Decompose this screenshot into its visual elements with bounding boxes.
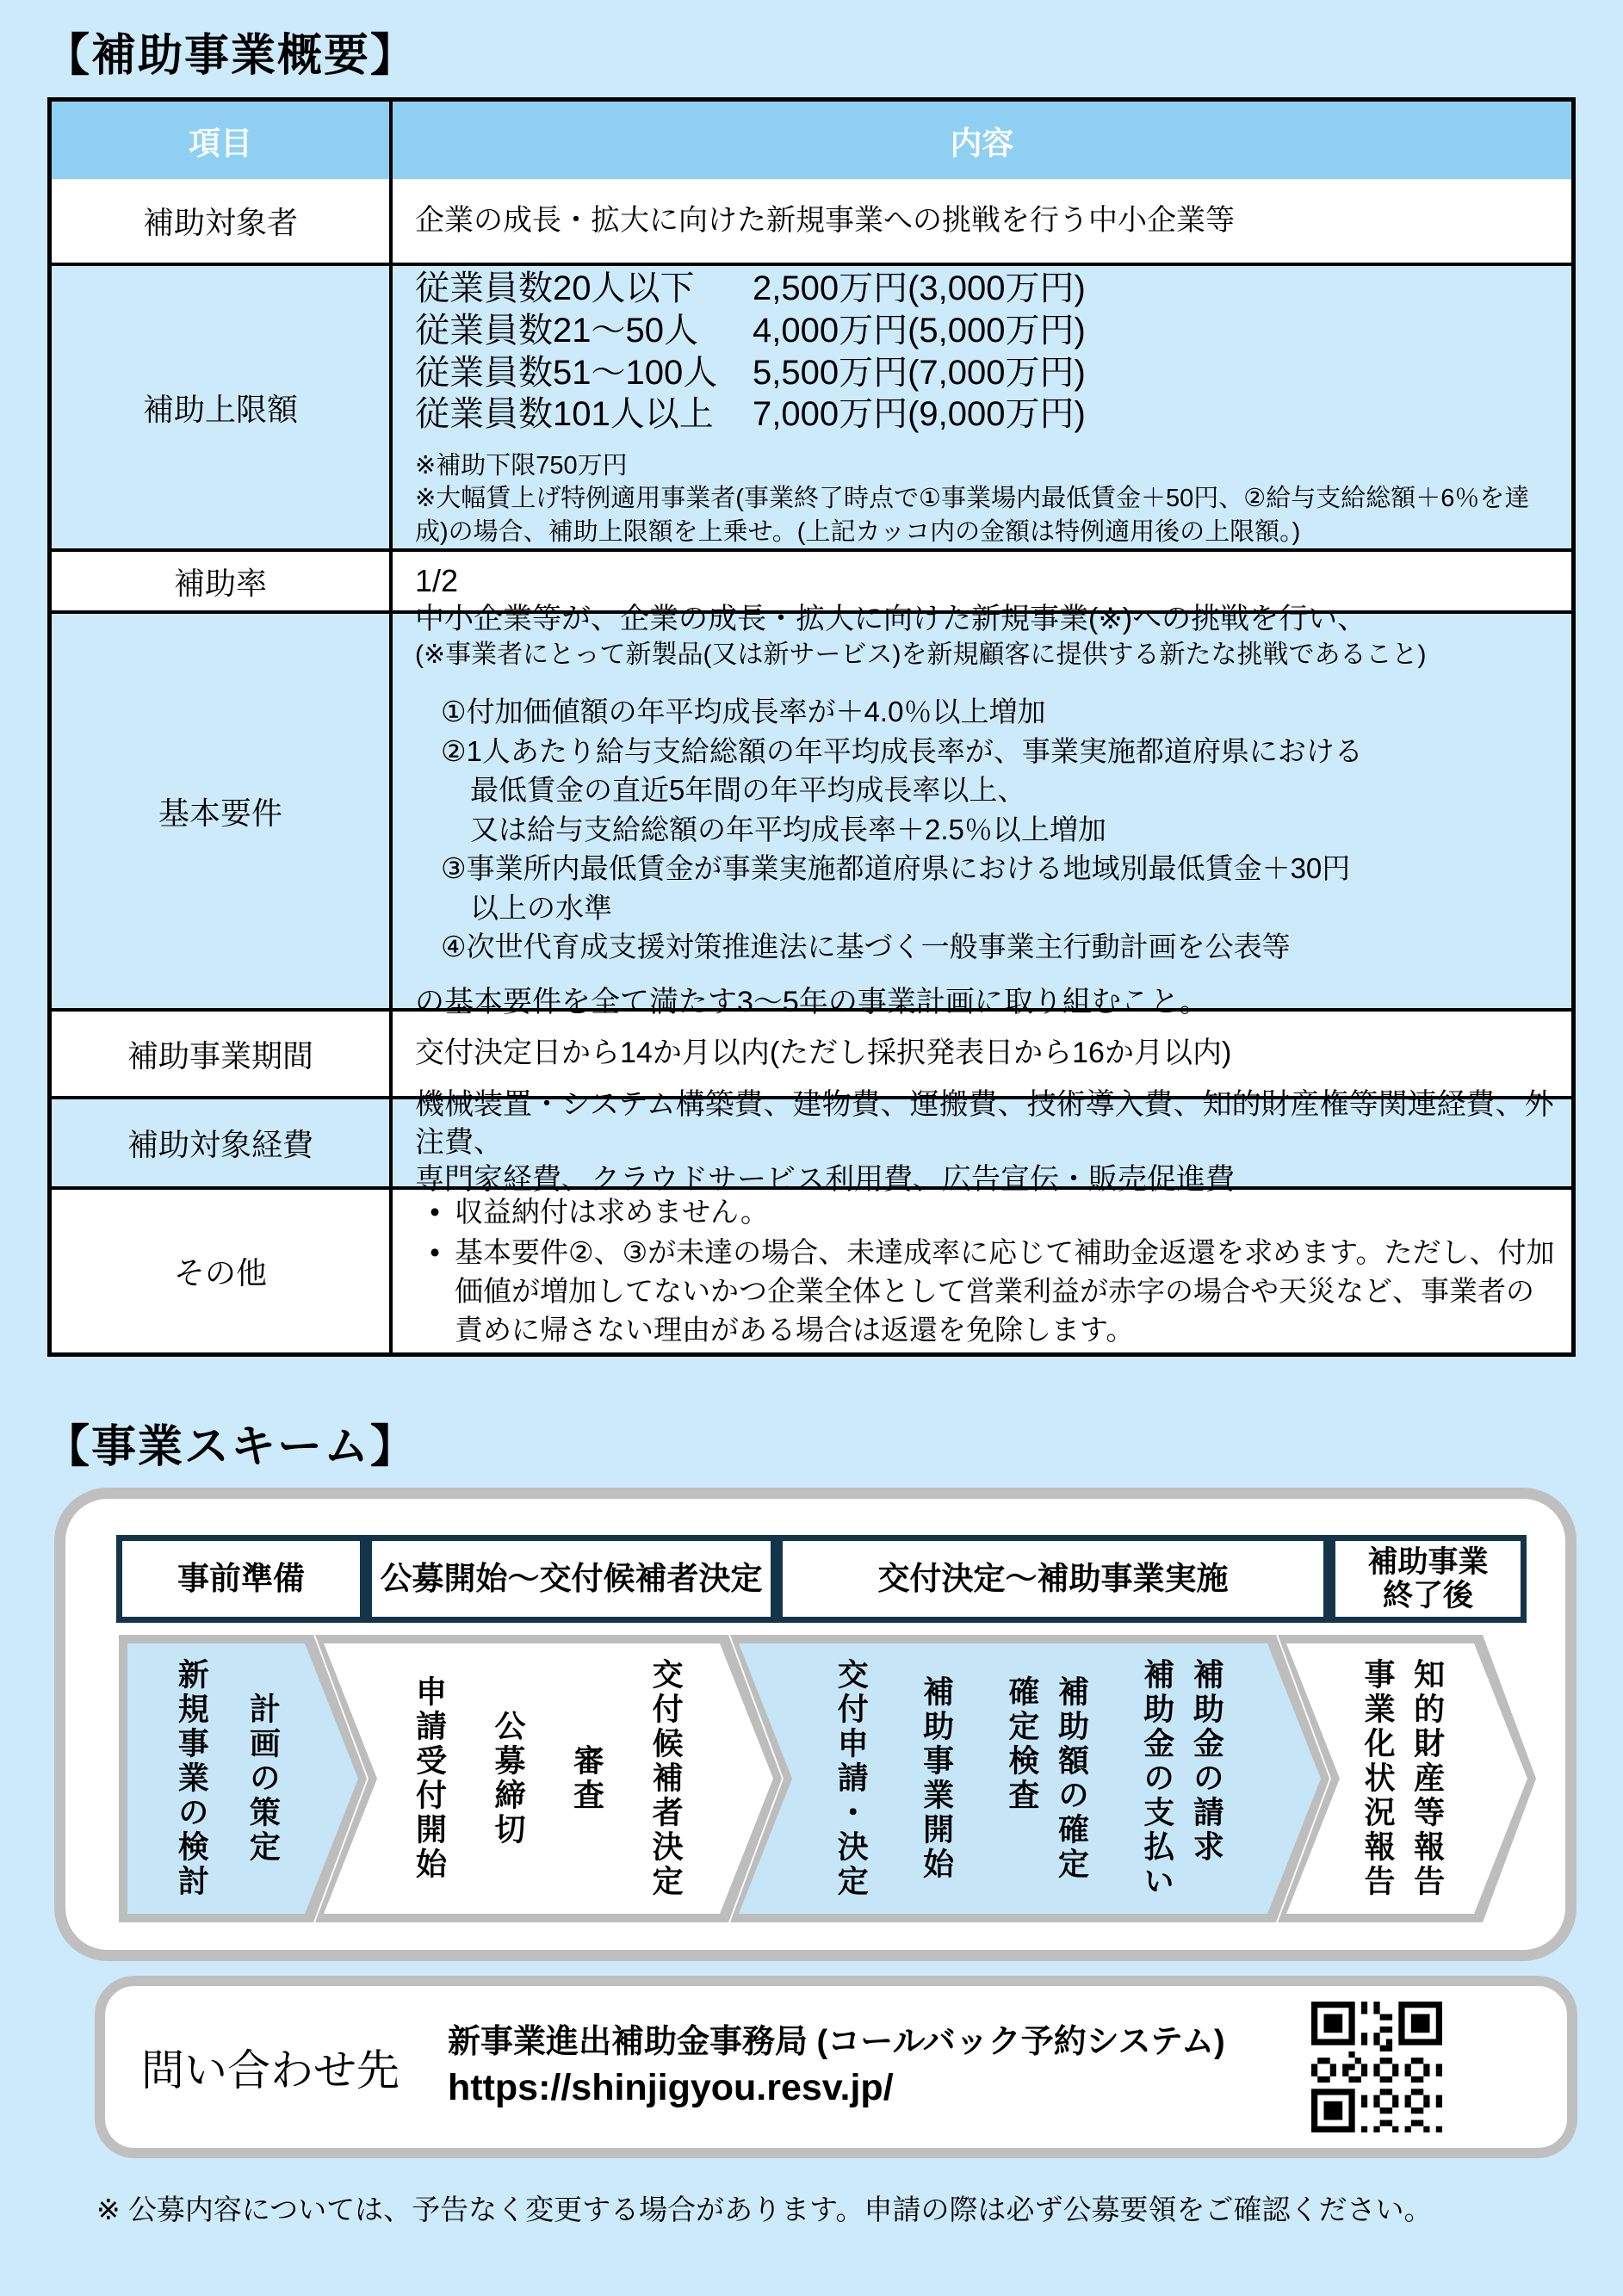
overview-title: 【補助事業概要】 bbox=[45, 31, 418, 81]
flow-step: 審査 bbox=[569, 1744, 605, 1813]
phase-box: 補助事業 終了後 bbox=[1329, 1535, 1527, 1623]
tier-name: 従業員数101人以上 bbox=[415, 395, 714, 434]
phase-box: 公募開始～交付候補者決定 bbox=[366, 1535, 777, 1623]
flow-step: 交付候補者決定 bbox=[648, 1658, 685, 1899]
row-label: その他 bbox=[52, 1190, 393, 1352]
tier-row bbox=[415, 352, 1556, 394]
chevron-steps bbox=[375, 1650, 720, 1907]
flow-step: 申請受付開始 bbox=[412, 1675, 448, 1882]
scheme-flow bbox=[65, 1499, 1565, 1950]
content-note-text: (※事業者にとって新製品(又は新サービス)を新規顧客に提供する新たな挑戦であること) bbox=[415, 641, 1427, 670]
table-header-row bbox=[52, 102, 1571, 179]
bullet-dot-icon: • bbox=[430, 1236, 440, 1269]
scheme-panel bbox=[54, 1488, 1577, 1961]
table-row bbox=[52, 1186, 1571, 1352]
numbered-item: ②1人あたり給与支給総額の年平均成長率が、事業実施都道府県における 最低賃金の直近5年間の年平均成長率以上、 又は給与支給総額の年平均成長率＋2.5％以上増加 bbox=[441, 734, 1363, 845]
numbered-item: ③事業所内最低賃金が事業実施都道府県における地域別最低賃金＋30円 以上の水準 bbox=[441, 852, 1351, 924]
bullet-text: 基本要件②、③が未達の場合、未達成率に応じて補助金返還を求めます。ただし、付加価値が増加してないかつ企業全体として営業利益が赤字の場合や天災など、事業者の責めに帰さない理由がある場合は返還を免除します。 bbox=[455, 1236, 1555, 1346]
row-label: 補助上限額 bbox=[52, 266, 393, 548]
numbered-item: ④次世代育成支援対策推進法に基づく一般事業主行動計画を公表等 bbox=[441, 931, 1291, 963]
overview-table bbox=[47, 97, 1576, 1357]
row-label: 補助事業期間 bbox=[52, 1012, 393, 1096]
table-row bbox=[52, 263, 1571, 548]
table-header-item: 項目 bbox=[52, 102, 393, 179]
tier-name: 従業員数20人以下 bbox=[415, 269, 695, 308]
row-label: 基本要件 bbox=[52, 614, 393, 1008]
bullet-list bbox=[415, 1191, 1556, 1352]
contact-panel bbox=[95, 1976, 1577, 2158]
chevron-steps bbox=[1326, 1650, 1479, 1907]
note-line: ※補助下限750万円 bbox=[415, 452, 628, 480]
bullet-item bbox=[415, 1234, 1556, 1349]
phase-box: 事前準備 bbox=[116, 1535, 366, 1623]
flow-step: 計画の策定 bbox=[245, 1693, 282, 1865]
content-text: 交付決定日から14か月以内(ただし採択発表日から16か月以内) bbox=[415, 1037, 1232, 1070]
flow-step: 補助額の確定 確定検査 bbox=[1004, 1675, 1090, 1882]
bullet-dot-icon: • bbox=[430, 1195, 440, 1228]
phase-box: 交付決定～補助事業実施 bbox=[777, 1535, 1329, 1623]
chevron-steps bbox=[145, 1650, 310, 1907]
row-content bbox=[393, 602, 1571, 1018]
note-list bbox=[415, 449, 1556, 548]
contact-url-link[interactable]: https://shinjigyou.resv.jp/ bbox=[448, 2066, 894, 2108]
contact-organization: 新事業進出補助金事務局 (コールバック予約システム) bbox=[448, 2024, 1225, 2061]
row-label: 補助対象者 bbox=[52, 179, 393, 263]
scheme-title: 【事業スキーム】 bbox=[45, 1422, 418, 1472]
bullet-text: 収益納付は求めません。 bbox=[455, 1195, 769, 1228]
table-row bbox=[52, 179, 1571, 263]
tier-row bbox=[415, 310, 1556, 352]
flow-step: 交付申請・決定 bbox=[833, 1658, 870, 1899]
row-label: 補助率 bbox=[52, 552, 393, 610]
note-line: ※大幅賃上げ特例適用事業者(事業終了時点で①事業場内最低賃金＋50円、②給与支給総額＋6％を達成)の場合、補助上限額を上乗せ。(上記カッコ内の金額は特例適用後の上限額。) bbox=[415, 485, 1530, 546]
content-text: 企業の成長・拡大に向けた新規事業への挑戦を行う中小企業等 bbox=[415, 203, 1235, 237]
row-label: 補助対象経費 bbox=[52, 1099, 393, 1186]
flow-chevron bbox=[315, 1635, 782, 1922]
qr-code-icon bbox=[1311, 2002, 1442, 2132]
numbered-item: ①付加価値額の年平均成長率が＋4.0％以上増加 bbox=[441, 696, 1046, 728]
tier-name: 従業員数51～100人 bbox=[415, 353, 718, 392]
flow-step: 補助金の請求 補助金の支払い bbox=[1139, 1658, 1225, 1899]
flow-chevron bbox=[1278, 1635, 1536, 1922]
flow-step: 公募締切 bbox=[491, 1710, 527, 1847]
table-header-content: 内容 bbox=[950, 126, 1014, 161]
numbered-list bbox=[441, 692, 1556, 967]
row-content bbox=[393, 1190, 1571, 1352]
flow-step: 知的財産等報告 事業化状況報告 bbox=[1360, 1658, 1446, 1899]
content-text: 1/2 bbox=[415, 562, 459, 598]
tier-amount: 5,500万円(7,000万円) bbox=[753, 353, 1086, 392]
flow-step: 補助事業開始 bbox=[919, 1675, 955, 1882]
tier-amount: 4,000万円(5,000万円) bbox=[753, 311, 1086, 350]
tier-row bbox=[415, 393, 1556, 436]
table-row bbox=[52, 602, 1571, 1018]
footer-disclaimer: ※ 公募内容については、予告なく変更する場合があります。申請の際は必ず公募要領をご確認ください。 bbox=[96, 2194, 1433, 2225]
table-row bbox=[52, 1008, 1571, 1096]
flow-chevron bbox=[730, 1635, 1329, 1922]
content-text: の基本要件を全て満たす3～5年の事業計画に取り組むこと。 bbox=[415, 985, 1209, 1018]
tier-list bbox=[415, 268, 1556, 436]
content-text: 中小企業等が、企業の成長・拡大に向けた新規事業(※)への挑戦を行い、 bbox=[415, 602, 1367, 635]
table-row bbox=[52, 1088, 1571, 1197]
flow-step: 新規事業の検討 bbox=[174, 1658, 210, 1899]
row-content bbox=[393, 1012, 1571, 1096]
contact-label: 問い合わせ先 bbox=[141, 2046, 400, 2095]
tier-amount: 7,000万円(9,000万円) bbox=[753, 395, 1086, 434]
row-content bbox=[393, 266, 1571, 548]
contact-info bbox=[448, 2021, 1225, 2112]
chevron-steps bbox=[790, 1650, 1267, 1907]
tier-amount: 2,500万円(3,000万円) bbox=[753, 269, 1086, 308]
row-content bbox=[393, 179, 1571, 263]
tier-name: 従業員数21～50人 bbox=[415, 311, 698, 350]
bullet-item bbox=[415, 1193, 1556, 1232]
table-body bbox=[52, 179, 1571, 1352]
content-text: 機械装置・システム構築費、建物費、運搬費、技術導入費、知的財産権等関連経費、外注費、 専門家経費、クラウドサービス利用費、広告宣伝・販売促進費 bbox=[415, 1088, 1554, 1197]
row-content bbox=[393, 1088, 1571, 1197]
tier-row bbox=[415, 268, 1556, 310]
